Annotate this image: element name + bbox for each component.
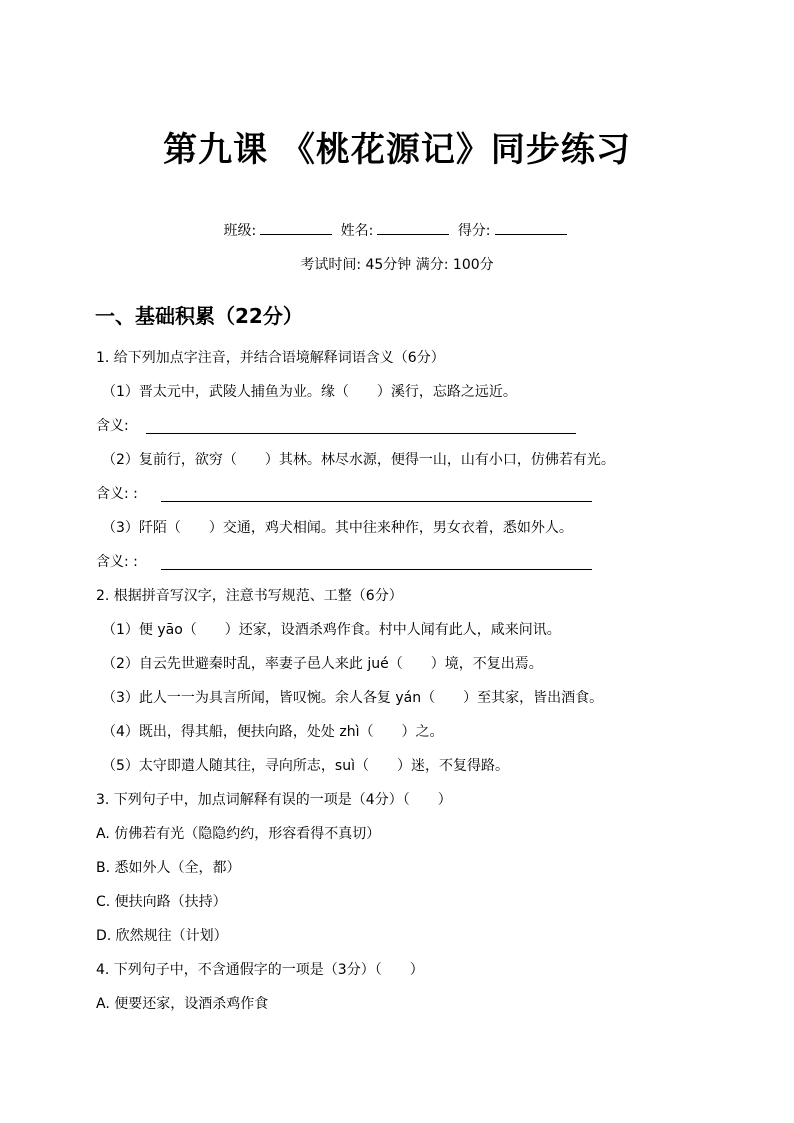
q1-meaning-2-line — [161, 501, 592, 502]
q2-stem: 2. 根据拼音写汉字，注意书写规范、工整（6分） — [96, 588, 403, 604]
score-label: 得分: — [457, 223, 491, 239]
q1-meaning-1-line — [146, 433, 576, 434]
score-blank — [495, 222, 567, 235]
q3-option-c: C. 便扶向路（扶持） — [96, 894, 227, 910]
q1-meaning-1-label: 含义: — [96, 418, 129, 434]
class-blank — [260, 222, 332, 235]
q2-item-4: （4）既出，得其船，便扶向路，处处 zhì（ ）之。 — [102, 724, 444, 740]
q4-stem: 4. 下列句子中，不含通假字的一项是（3分）（ ） — [96, 962, 424, 978]
q4-option-a: A. 便要还家，设酒杀鸡作食 — [96, 996, 269, 1012]
name-blank — [377, 222, 449, 235]
student-info-row — [0, 220, 794, 240]
section-title-basics: 一、基础积累（22分） — [95, 304, 303, 328]
q1-item-2: （2）复前行，欲穷（ ）其林。林尽水源，便得一山，山有小口，仿佛若有光。 — [102, 452, 615, 468]
q3-option-b: B. 悉如外人（全，都） — [96, 860, 241, 876]
q2-item-5: （5）太守即遣人随其往，寻向所志，suì（ ）迷，不复得路。 — [102, 758, 509, 774]
q1-item-1: （1）晋太元中，武陵人捕鱼为业。缘（ ）溪行，忘路之远近。 — [102, 384, 517, 400]
q1-meaning-2-label: 含义: : — [96, 486, 138, 502]
q2-item-3: （3）此人一一为具言所闻，皆叹惋。余人各复 yán（ ）至其家，皆出酒食。 — [102, 690, 604, 706]
q1-stem: 1. 给下列加点字注音，并结合语境解释词语含义（6分） — [96, 350, 445, 366]
q1-meaning-3-label: 含义: : — [96, 554, 138, 570]
q3-option-a: A. 仿佛若有光（隐隐约约，形容看得不真切） — [96, 826, 381, 842]
q2-item-1: （1）便 yāo（ ）还家，设酒杀鸡作食。村中人闻有此人，咸来问讯。 — [102, 622, 561, 638]
q3-option-d: D. 欣然规往（计划） — [96, 928, 228, 944]
q3-stem: 3. 下列句子中，加点词解释有误的一项是（4分）（ ） — [96, 792, 452, 808]
q1-item-3: （3）阡陌（ ）交通，鸡犬相闻。其中往来种作，男女衣着，悉如外人。 — [102, 520, 573, 536]
page-title: 第九课 《桃花源记》同步练习 — [163, 130, 631, 170]
exam-time-line: 考试时间: 45分钟 满分: 100分 — [300, 257, 494, 273]
q1-meaning-3-line — [161, 569, 592, 570]
class-label: 班级: — [223, 223, 257, 239]
q2-item-2: （2）自云先世避秦时乱，率妻子邑人来此 jué（ ）境，不复出焉。 — [102, 656, 543, 672]
name-label: 姓名: — [340, 223, 374, 239]
